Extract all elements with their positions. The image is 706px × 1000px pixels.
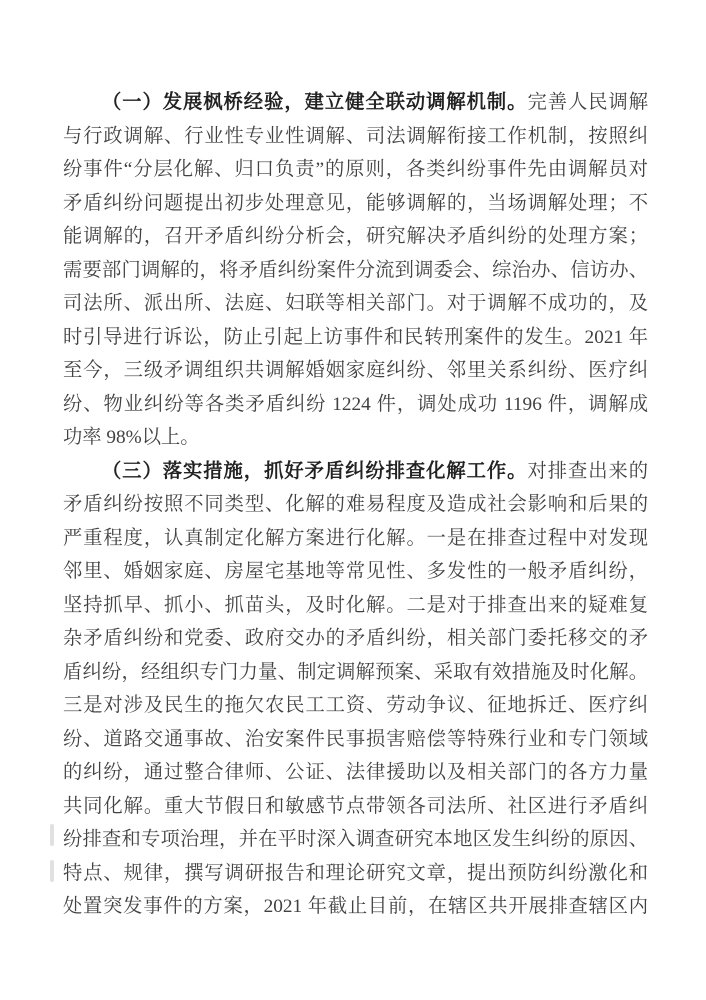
document-body (63, 86, 648, 924)
scan-artifact (50, 860, 54, 882)
text-line: 矛盾纠纷按照不同类型、化解的难易程度及造成社会影响和后果的 (63, 494, 648, 515)
text-line: （三）落实措施，抓好矛盾纠纷排查化解工作。对排查出来的 (102, 460, 649, 482)
text-line: 盾纠纷，经组织专门力量、制定调解预案、采取有效措施及时化解。 (63, 661, 648, 683)
text-line: 杂矛盾纠纷和党委、政府交办的矛盾纠纷，相关部门委托移交的矛 (63, 628, 648, 649)
text-line: （一）发展枫桥经验，建立健全联动调解机制。完善人民调解 (102, 92, 649, 113)
text-line: 严重程度，认真制定化解方案进行化解。一是在排查过程中对发现 (63, 527, 648, 549)
scan-artifact (50, 824, 54, 846)
text-line: 纷事件“分层化解、归口负责”的原则，各类纠纷事件先由调解员对 (63, 159, 648, 180)
text-line: 的纠纷，通过整合律师、公证、法律援助以及相关部门的各方力量 (63, 762, 648, 783)
text-line: 特点、规律，撰写调研报告和理论研究文章，提出预防纠纷激化和 (63, 862, 648, 884)
text-line: 功率 98%以上。 (63, 427, 200, 448)
text-line: 时引导进行诉讼，防止引起上访事件和民转刑案件的发生。2021 年 (63, 326, 648, 348)
paragraph (63, 86, 648, 455)
text-line: 邻里、婚姻家庭、房屋宅基地等常见性、多发性的一般矛盾纠纷， (63, 561, 648, 582)
text-line: 纷、物业纠纷等各类矛盾纠纷 1224 件，调处成功 1196 件，调解成 (63, 393, 648, 415)
text-line: 需要部门调解的，将矛盾纠纷案件分流到调委会、综治办、信访办、 (63, 259, 648, 281)
paragraph (63, 455, 648, 924)
paragraph-heading: （三）落实措施，抓好矛盾纠纷排查化解工作。 (102, 460, 528, 482)
text-line: 纷、道路交通事故、治安案件民事损害赔偿等特殊行业和专门领域 (63, 728, 648, 750)
text-line: 能调解的，召开矛盾纠纷分析会，研究解决矛盾纠纷的处理方案； (63, 226, 648, 247)
text-line: 三是对涉及民生的拖欠农民工工资、劳动争议、征地拆迁、医疗纠 (63, 695, 648, 716)
paragraph-heading: （一）发展枫桥经验，建立健全联动调解机制。 (102, 92, 528, 113)
text-line: 与行政调解、行业性专业性调解、司法调解衔接工作机制，按照纠 (63, 125, 648, 147)
text-line: 处置突发事件的方案，2021 年截止目前，在辖区共开展排查辖区内 (63, 896, 648, 917)
text-line: 共同化解。重大节假日和敏感节点带领各司法所、社区进行矛盾纠 (63, 795, 648, 817)
text-line: 纷排查和专项治理，并在平时深入调查研究本地区发生纠纷的原因、 (63, 829, 648, 850)
text-line: 司法所、派出所、法庭、妇联等相关部门。对于调解不成功的，及 (63, 293, 648, 314)
text-line: 坚持抓早、抓小、抓苗头，及时化解。二是对于排查出来的疑难复 (63, 594, 648, 616)
text-line: 至今，三级矛调组织共调解婚姻家庭纠纷、邻里关系纠纷、医疗纠 (63, 360, 648, 381)
text-line: 矛盾纠纷问题提出初步处理意见，能够调解的，当场调解处理；不 (63, 192, 648, 214)
